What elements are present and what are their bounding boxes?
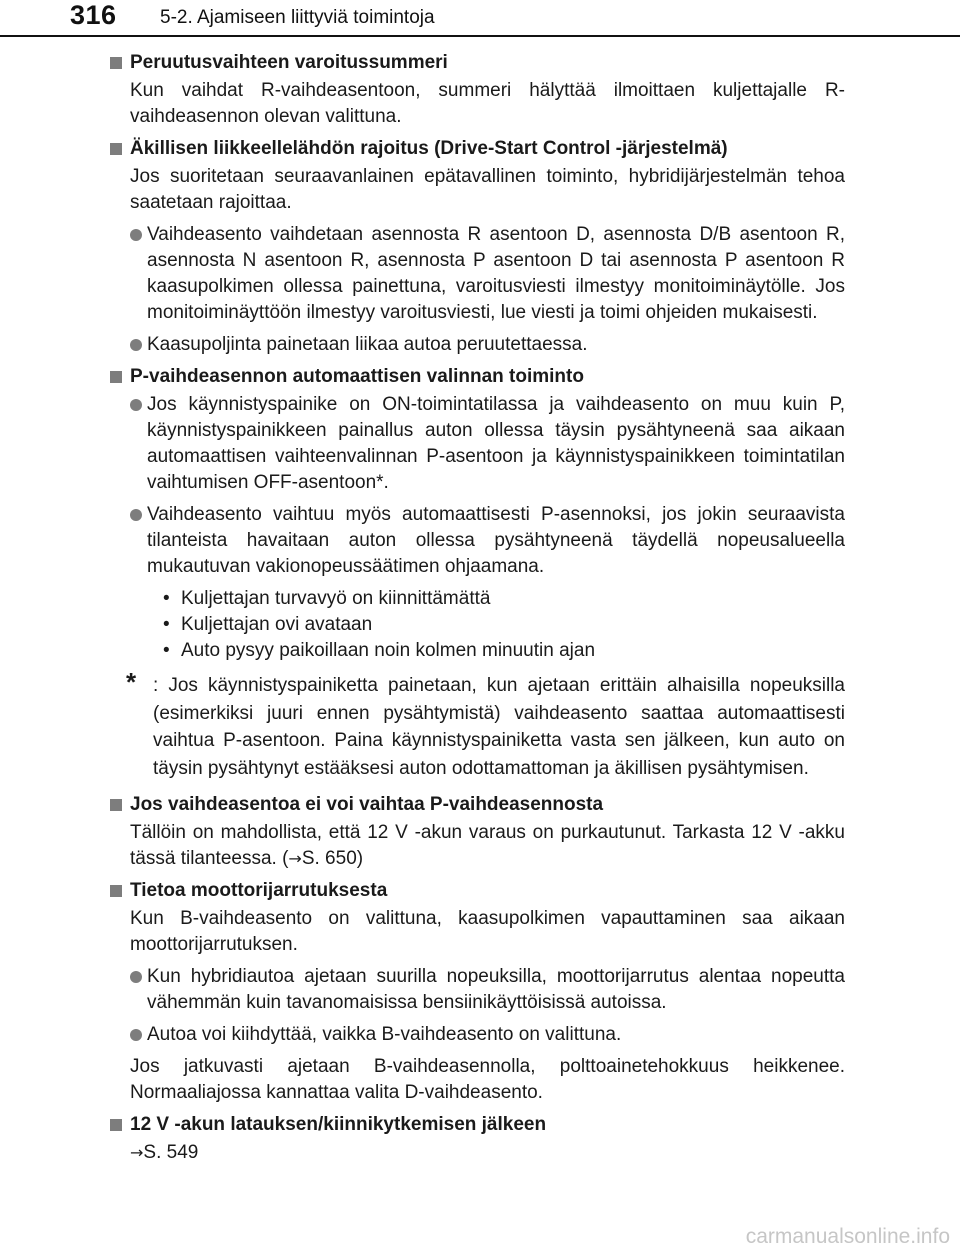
bullet-item: Vaihdeasento vaihtuu myös automaattisesti P-asennoksi, jos jokin seuraavista tilanteista havaitaan auton ollessa pysähtyneenä täydellä nopeusalueella mukautuvan vakionopeussäätimen ohjaamana. — [110, 502, 845, 580]
sub-list — [110, 586, 845, 664]
section-heading-cannot-shift: Jos vaihdeasentoa ei voi vaihtaa P-vaihdeasennosta — [110, 792, 845, 818]
section-heading-reverse-buzzer: Peruutusvaihteen varoitussummeri — [110, 50, 845, 76]
section-heading-auto-p: P-vaihdeasennon automaattisen valinnan toiminto — [110, 364, 845, 390]
bullet-item: Vaihdeasento vaihdetaan asennosta R asentoon D, asennosta D/B asentoon R, asennosta N asentoon R, asennosta P asentoon D tai asennosta P asentoon R kaasupolkimen ollessa painettuna, varoitusviesti ilmestyy monitoiminäytölle. Jos monitoiminäyttöön ilmestyy varoitusviesti, lue viesti ja toimi ohjeiden mukaisesti. — [110, 222, 845, 326]
section-heading-engine-brake: Tietoa moottorijarrutuksesta — [110, 878, 845, 904]
bullet-item: Kun hybridiautoa ajetaan suurilla nopeuksilla, moottorijarrutus alentaa nopeutta vähemmän kuin tavanomaisissa bensiinikäyttöisissä autoissa. — [110, 964, 845, 1016]
page-reference-link[interactable]: S. 650) — [301, 848, 364, 869]
paragraph: Kun B-vaihdeasento on valittuna, kaasupolkimen vapauttaminen saa aikaan moottorijarrutuksen. — [130, 908, 845, 955]
paragraph — [110, 1140, 845, 1166]
paragraph-text: Tällöin on mahdollista, että 12 V -akun varaus on purkautunut. Tarkasta 12 V -akku tässä tilanteessa. ( — [130, 822, 845, 869]
sub-list-item: • Auto pysyy paikoillaan noin kolmen minuutin ajan — [163, 638, 845, 664]
page-header — [0, 0, 960, 36]
section-heading-battery: 12 V -akun latauksen/kiinnikytkemisen jälkeen — [110, 1112, 845, 1138]
page-content — [110, 44, 845, 1172]
paragraph — [110, 820, 845, 872]
footnote-text: : Jos käynnistyspainiketta painetaan, kun ajetaan erittäin alhaisilla nopeuksilla (esimerkiksi juuri ennen pysähtymistä) vaihdeasento saattaa automaattisesti vaihtua P-asentoon. Paina käynnistyspainiketta vasta sen jälkeen, kun auto on täysin pysähtynyt estääksesi auton odottamattoman ja äkillisen pysähtymisen. — [153, 675, 845, 779]
page-number: 316 — [70, 0, 117, 30]
chapter-title: 5-2. Ajamiseen liittyviä toimintoja — [160, 7, 435, 28]
paragraph: Kun vaihdat R-vaihdeasentoon, summeri hälyttää ilmoittaen kuljettajalle R-vaihdeasennon olevan valittuna. — [130, 80, 845, 127]
watermark: carmanualsonline.info — [745, 1225, 950, 1248]
footnote — [110, 667, 845, 782]
footnote-asterisk: * — [126, 667, 137, 697]
bullet-item: Jos käynnistyspainike on ON-toimintatilassa ja vaihdeasento on muu kuin P, käynnistyspainikkeen painallus auton ollessa täysin pysähtyneenä saa aikaan automaattisen vaihteenvalinnan P-asentoon ja käynnistyspainikkeen toimintatilan vaihtumisen OFF-asentoon*. — [110, 392, 845, 496]
header-rule — [0, 35, 960, 37]
section-heading-drive-start: Äkillisen liikkeellelähdön rajoitus (Drive-Start Control -järjestelmä) — [110, 136, 845, 162]
bullet-item: Kaasupoljinta painetaan liikaa autoa peruutettaessa. — [110, 332, 845, 358]
paragraph: Jos jatkuvasti ajetaan B-vaihdeasennolla, polttoainetehokkuus heikkenee. Normaaliajossa kannattaa valita D-vaihdeasento. — [130, 1056, 845, 1103]
page-reference-link[interactable]: S. 549 — [143, 1142, 199, 1163]
paragraph: Jos suoritetaan seuraavanlainen epätavallinen toiminto, hybridijärjestelmän tehoa saatetaan rajoittaa. — [130, 166, 845, 213]
reference-arrow-icon: → — [130, 1143, 144, 1162]
bullet-item: Autoa voi kiihdyttää, vaikka B-vaihdeasento on valittuna. — [110, 1022, 845, 1048]
reference-arrow-icon: → — [288, 849, 302, 868]
sub-list-item: • Kuljettajan turvavyö on kiinnittämättä — [163, 586, 845, 612]
sub-list-item: • Kuljettajan ovi avataan — [163, 612, 845, 638]
